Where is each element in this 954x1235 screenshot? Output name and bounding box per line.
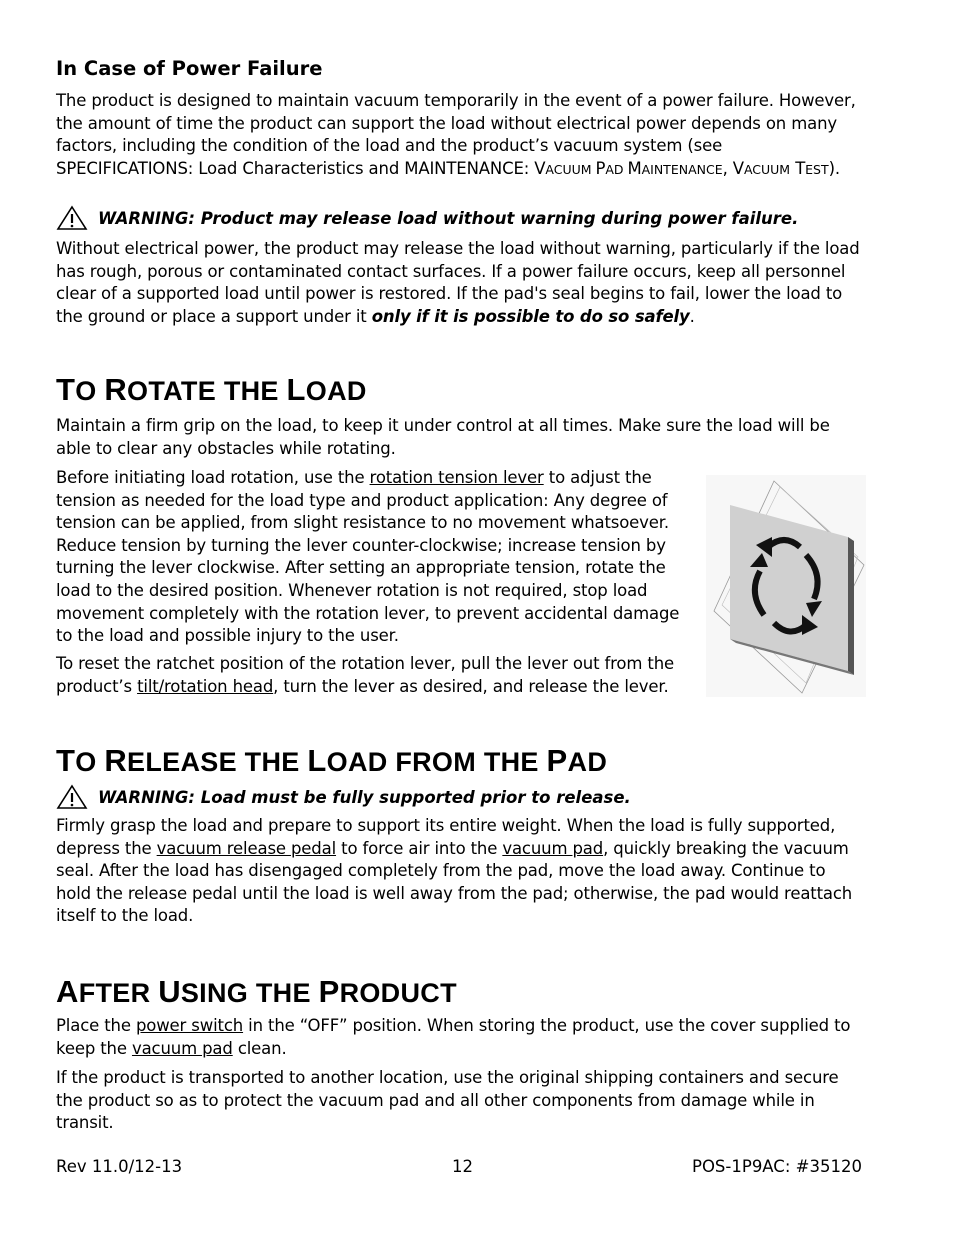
rotation-tension-lever-link: rotation tension lever (369, 468, 544, 487)
vacuum-release-pedal-link: vacuum release pedal (156, 838, 337, 858)
vacuum-pad-link: vacuum pad (131, 1038, 233, 1058)
after-paragraph-2: If the product is transported to another location, use the original shipping containers and secure the product so as to protect the vacuum pad and all other components from damage while in transit. (56, 1068, 839, 1133)
rotate-paragraph-3: To reset the ratchet position of the rotation lever, pull the lever out from the product’s tilt/rotation head, turn the lever as desired, and release the lever. (56, 654, 675, 696)
section-heading-rotate: TO ROTATE THE LOAD (56, 372, 367, 407)
power-failure-paragraph-1: The product is designed to maintain vacuum temporarily in the event of a power failure. However, the amount of time the product can support the load without electrical power depends on many factors, including the condition of the load and the product’s vacuum system (see SPECIFICATIONS: Load Characteristics and MAINTENANCE: VACUUM PAD MAINTENANCE, VACUUM TEST). (56, 91, 856, 178)
section-heading-release: TO RELEASE THE LOAD FROM THE PAD (56, 743, 608, 778)
warning-triangle-icon (56, 784, 88, 810)
warning-text: WARNING: Product may release load without warning during power failure. (98, 208, 799, 228)
warning-triangle-icon (56, 205, 88, 231)
power-switch-link: power switch (135, 1016, 244, 1035)
release-paragraph-1: Firmly grasp the load and prepare to support its entire weight. When the load is fully supported, depress the vacuum release pedal to force air into the vacuum pad, quickly breaking the vacuum seal. After the load has disengaged completely from the pad, move the load away. Continue to hold the release pedal until the load is well away from the pad; otherwise, the pad would reattach itself to the load. (56, 816, 853, 926)
footer-revision: Rev 11.0/12-13 (56, 1157, 183, 1176)
rotation-arrows-icon (706, 475, 866, 697)
release-warning (56, 784, 631, 810)
section-heading-after: AFTER USING THE PRODUCT (56, 974, 457, 1009)
footer-model: POS-1P9AC: #35120 (692, 1157, 862, 1176)
section-heading-power-failure: In Case of Power Failure (56, 57, 323, 80)
footer-page-number: 12 (452, 1157, 473, 1176)
rotate-paragraph-2: Before initiating load rotation, use the rotation tension lever to adjust the tension as needed for the load type and product application: Any degree of tension can be applied, from slight resistance to no movement whatsoever. Reduce tension by turning the lever counter-clockwise; increase tension by turning the lever clockwise. After setting an appropriate tension, rotate the load to the desired position. Whenever rotation is not required, stop load movement completely with the rotation lever, to prevent accidental damage to the load and possible injury to the user. (56, 468, 680, 646)
warning-text: WARNING: Load must be fully supported prior to release. (98, 787, 631, 807)
rotate-paragraph-1: Maintain a firm grip on the load, to keep it under control at all times. Make sure the load will be able to clear any obstacles while rotating. (56, 416, 830, 458)
after-paragraph-1: Place the power switch in the “OFF” position. When storing the product, use the cover supplied to keep the vacuum pad clean. (56, 1016, 851, 1058)
vacuum-pad-link: vacuum pad (502, 838, 604, 858)
power-failure-warning (56, 205, 798, 231)
power-failure-paragraph-2: Without electrical power, the product may release the load without warning, particularly if the load has rough, porous or contaminated contact surfaces. If a power failure occurs, keep all personnel clear of a supported load until power is restored. If the pad's seal begins to fail, lower the load to the ground or place a support under it only if it is possible to do so safely. (56, 239, 860, 326)
tilt-rotation-head-link: tilt/rotation head (137, 676, 274, 696)
